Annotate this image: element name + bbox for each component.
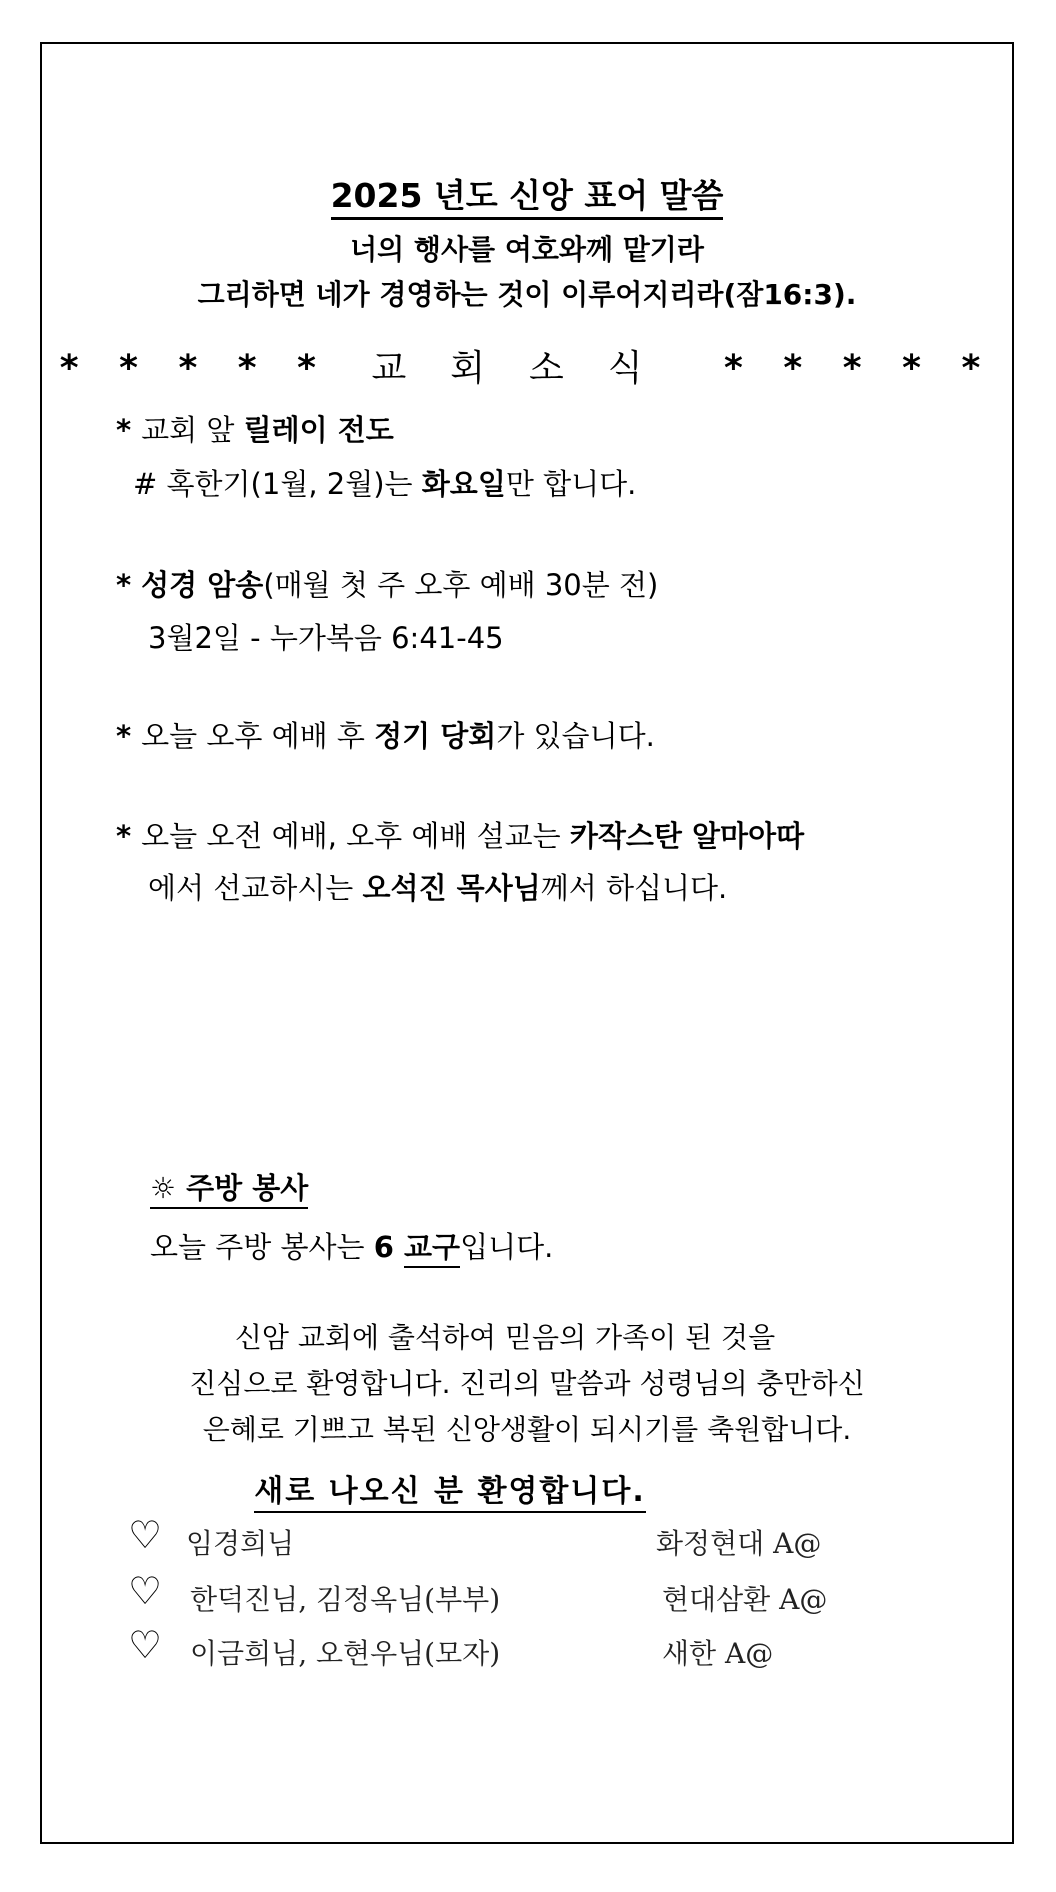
newcomer-address: 현대삼환 A@ bbox=[662, 1583, 828, 1616]
sermon-line2-bold: 오석진 목사님 bbox=[362, 871, 541, 905]
newcomer-name: 임경희님 bbox=[186, 1527, 295, 1560]
bullet-star: * bbox=[116, 568, 132, 602]
welcome-line-1: 신암 교회에 출석하여 믿음의 가족이 된 것을 bbox=[234, 1321, 776, 1354]
news-item-meeting bbox=[116, 714, 655, 755]
kitchen-suffix: 입니다. bbox=[460, 1230, 554, 1264]
welcome-title bbox=[0, 1466, 900, 1510]
relay-sub-prefix: # 혹한기(1월, 2월)는 bbox=[133, 467, 422, 501]
relay-sub-bold: 화요일 bbox=[421, 467, 506, 501]
meeting-bold: 정기 당회 bbox=[374, 719, 497, 753]
news-item-sermon bbox=[116, 814, 804, 855]
title-text: 2025 년도 신앙 표어 말씀 bbox=[331, 176, 724, 220]
news-item-bible-verse: 3월2일 - 누가복음 6:41-45 bbox=[148, 621, 504, 655]
sermon-line2-suffix: 께서 하십니다. bbox=[540, 871, 728, 905]
kitchen-number: 6 bbox=[373, 1230, 405, 1264]
kitchen-heading bbox=[150, 1166, 308, 1207]
page-title bbox=[40, 170, 1014, 217]
sermon-bold: 카작스탄 알마아따 bbox=[569, 819, 805, 853]
newcomer-name: 한덕진님, 김정옥님(부부) bbox=[190, 1583, 501, 1616]
kitchen-heading-underline bbox=[150, 1171, 308, 1209]
sun-icon: ☼ bbox=[150, 1171, 176, 1205]
bible-suffix: (매월 첫 주 오후 예배 30분 전) bbox=[263, 568, 659, 602]
news-item-sermon-line2 bbox=[148, 866, 727, 907]
heart-icon: ♡ bbox=[128, 1569, 163, 1613]
kitchen-prefix: 오늘 주방 봉사는 bbox=[150, 1230, 374, 1264]
newcomer-name: 이금희님, 오현우님(모자) bbox=[190, 1637, 501, 1670]
stars-left: * * * * * bbox=[59, 348, 330, 389]
welcome-title-text: 새로 나오신 분 환영합니다. bbox=[254, 1474, 646, 1513]
kitchen-detail bbox=[150, 1225, 553, 1266]
kitchen-title: 주방 봉사 bbox=[186, 1171, 309, 1205]
meeting-prefix: 오늘 오후 예배 후 bbox=[141, 719, 375, 753]
sermon-prefix: 오늘 오전 예배, 오후 예배 설교는 bbox=[141, 819, 570, 853]
church-news-header bbox=[40, 340, 1014, 391]
relay-bold: 릴레이 전도 bbox=[243, 413, 394, 447]
bullet-star: * bbox=[116, 413, 132, 447]
newcomer-address: 새한 A@ bbox=[662, 1637, 774, 1670]
news-item-relay bbox=[116, 408, 394, 449]
heart-icon: ♡ bbox=[128, 1513, 163, 1557]
relay-sub-suffix: 만 합니다. bbox=[505, 467, 637, 501]
welcome-line-2: 진심으로 환영합니다. 진리의 말씀과 성령님의 충만하신 bbox=[189, 1367, 865, 1400]
kitchen-district: 교구 bbox=[404, 1230, 460, 1268]
sermon-line2-prefix: 에서 선교하시는 bbox=[148, 871, 363, 905]
bullet-star: * bbox=[116, 819, 132, 853]
news-item-relay-detail bbox=[133, 462, 636, 503]
heart-icon: ♡ bbox=[128, 1623, 163, 1667]
bible-bold: 성경 암송 bbox=[141, 568, 264, 602]
meeting-suffix: 가 있습니다. bbox=[496, 719, 655, 753]
newcomer-address: 화정현대 A@ bbox=[656, 1527, 822, 1560]
relay-prefix: 교회 앞 bbox=[141, 413, 244, 447]
verse-line-2: 그리하면 네가 경영하는 것이 이루어지리라(잠16:3). bbox=[197, 278, 857, 311]
stars-right: * * * * * bbox=[724, 348, 995, 389]
welcome-line-3: 은혜로 기쁘고 복된 신앙생활이 되시기를 축원합니다. bbox=[202, 1413, 852, 1446]
verse-line-1: 너의 행사를 여호와께 맡기라 bbox=[350, 233, 704, 266]
news-label: 교회소식 bbox=[371, 348, 687, 389]
news-item-bible bbox=[116, 563, 658, 604]
bullet-star: * bbox=[116, 719, 132, 753]
